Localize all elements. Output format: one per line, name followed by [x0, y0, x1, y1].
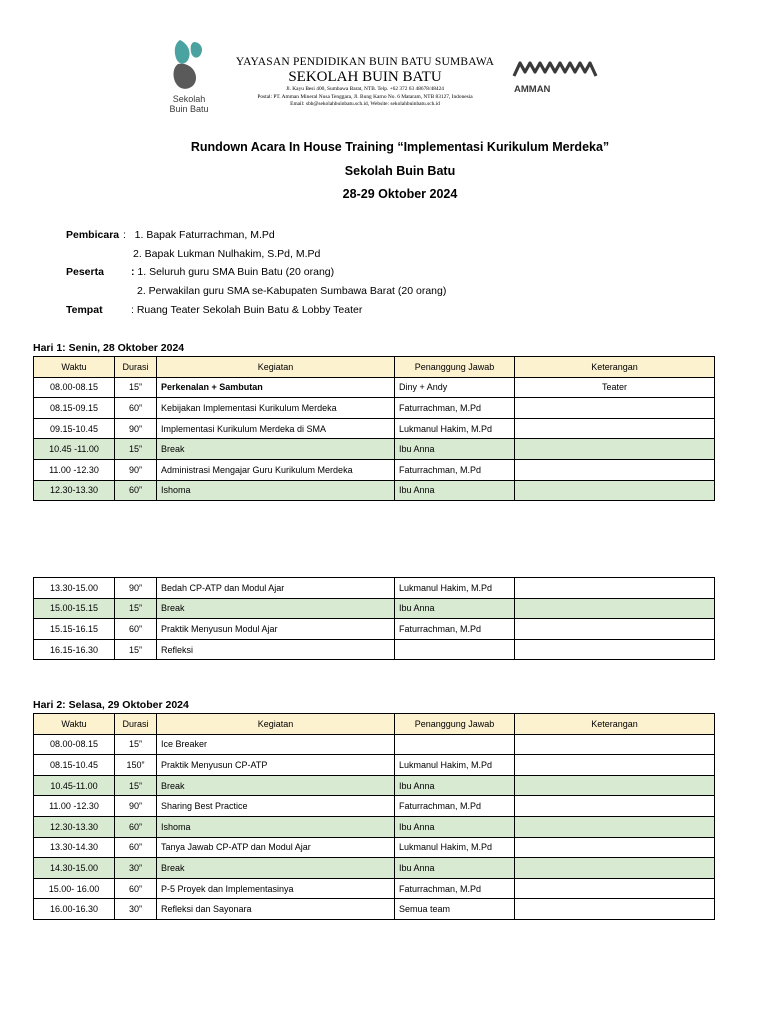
- header-durasi: Durasi: [115, 714, 157, 735]
- table-row: [34, 398, 715, 419]
- cell-time: 09.15-10.45: [34, 418, 115, 439]
- cell-person: Faturrachman, M.Pd: [395, 878, 515, 899]
- cell-note: [515, 878, 715, 899]
- cell-time: 13.30-14.30: [34, 837, 115, 858]
- place-label-wrap: [66, 304, 103, 316]
- cell-activity: P-5 Proyek dan Implementasinya: [157, 878, 395, 899]
- cell-person: Faturrachman, M.Pd: [395, 619, 515, 640]
- participant-colon: :: [131, 266, 135, 278]
- cell-duration: 60”: [115, 816, 157, 837]
- place-value: : Ruang Teater Sekolah Buin Batu & Lobby Teater: [131, 304, 363, 316]
- cell-time: 10.45 -11.00: [34, 439, 115, 460]
- amman-label: AMMAN: [514, 84, 551, 95]
- logo-caption: [164, 94, 214, 114]
- cell-time: 13.30-15.00: [34, 578, 115, 599]
- cell-activity: Ishoma: [157, 480, 395, 501]
- cell-note: [515, 734, 715, 755]
- cell-duration: 15”: [115, 639, 157, 660]
- table-row: [34, 480, 715, 501]
- school-name: SEKOLAH BUIN BATU: [288, 69, 442, 85]
- header-waktu: Waktu: [34, 714, 115, 735]
- cell-person: Ibu Anna: [395, 480, 515, 501]
- header-waktu: Waktu: [34, 357, 115, 378]
- cell-activity: Praktik Menyusun Modul Ajar: [157, 619, 395, 640]
- speaker-label-wrap: [66, 229, 119, 241]
- school-postal: Postal: PT. Amman Mineral Nusa Tenggara, Jl. Bung Karno No. 6 Mataram, NTB 83127, Indonesia: [257, 93, 473, 100]
- cell-note: Teater: [515, 377, 715, 398]
- cell-note: [515, 775, 715, 796]
- cell-activity: Administrasi Mengajar Guru Kurikulum Merdeka: [157, 459, 395, 480]
- cell-activity: Ishoma: [157, 816, 395, 837]
- cell-duration: 60”: [115, 480, 157, 501]
- table-row: [34, 837, 715, 858]
- cell-duration: 90”: [115, 459, 157, 480]
- cell-note: [515, 398, 715, 419]
- title-line2: Sekolah Buin Batu: [344, 163, 456, 178]
- table-row: [34, 734, 715, 755]
- cell-activity: Bedah CP-ATP dan Modul Ajar: [157, 578, 395, 599]
- participant-label: Peserta: [66, 266, 104, 278]
- cell-time: 08.15-09.15: [34, 398, 115, 419]
- cell-person: Semua team: [395, 899, 515, 920]
- cell-person: Ibu Anna: [395, 598, 515, 619]
- cell-person: Faturrachman, M.Pd: [395, 398, 515, 419]
- cell-activity: Ice Breaker: [157, 734, 395, 755]
- cell-activity: Implementasi Kurikulum Merdeka di SMA: [157, 418, 395, 439]
- header-durasi: Durasi: [115, 357, 157, 378]
- cell-activity: Tanya Jawab CP-ATP dan Modul Ajar: [157, 837, 395, 858]
- letterhead: [160, 38, 610, 118]
- cell-person: Faturrachman, M.Pd: [395, 459, 515, 480]
- cell-duration: 150”: [115, 755, 157, 776]
- cell-person: Diny + Andy: [395, 377, 515, 398]
- table-row: [34, 578, 715, 599]
- table-header-row: [34, 714, 715, 735]
- table-row: [34, 418, 715, 439]
- cell-activity: Break: [157, 439, 395, 460]
- cell-person: [395, 734, 515, 755]
- cell-time: 16.00-16.30: [34, 899, 115, 920]
- table-row: [34, 816, 715, 837]
- cell-time: 12.30-13.30: [34, 480, 115, 501]
- cell-person: Lukmanul Hakim, M.Pd: [395, 755, 515, 776]
- cell-time: 15.00-15.15: [34, 598, 115, 619]
- day1-title: Hari 1: Senin, 28 Oktober 2024: [33, 342, 185, 354]
- cell-person: Lukmanul Hakim, M.Pd: [395, 837, 515, 858]
- cell-person: Lukmanul Hakim, M.Pd: [395, 418, 515, 439]
- day1-table-continued: [33, 577, 715, 660]
- title-line3: 28-29 Oktober 2024: [342, 187, 458, 201]
- table-row: [34, 878, 715, 899]
- cell-time: 15.00- 16.00: [34, 878, 115, 899]
- cell-duration: 30”: [115, 899, 157, 920]
- cell-duration: 15”: [115, 598, 157, 619]
- participant-2: 2. Perwakilan guru SMA se-Kabupaten Sumbawa Barat (20 orang): [137, 285, 447, 297]
- cell-note: [515, 837, 715, 858]
- cell-person: Lukmanul Hakim, M.Pd: [395, 578, 515, 599]
- cell-duration: 60”: [115, 878, 157, 899]
- cell-time: 08.00-08.15: [34, 377, 115, 398]
- amman-logo-icon: [512, 60, 602, 78]
- cell-activity: Break: [157, 858, 395, 879]
- cell-person: Ibu Anna: [395, 858, 515, 879]
- cell-duration: 90”: [115, 578, 157, 599]
- foundation-name: YAYASAN PENDIDIKAN BUIN BATU SUMBAWA: [235, 56, 495, 68]
- cell-note: [515, 459, 715, 480]
- header-kegiatan: Kegiatan: [157, 714, 395, 735]
- cell-time: 10.45-11.00: [34, 775, 115, 796]
- table-row: [34, 377, 715, 398]
- cell-time: 08.00-08.15: [34, 734, 115, 755]
- day2-table: [33, 713, 715, 920]
- cell-note: [515, 619, 715, 640]
- cell-duration: 15”: [115, 439, 157, 460]
- cell-duration: 15”: [115, 775, 157, 796]
- table-row: [34, 755, 715, 776]
- cell-person: [395, 639, 515, 660]
- place-label: Tempat: [66, 304, 103, 316]
- speaker-label: Pembicara: [66, 229, 120, 241]
- cell-person: Ibu Anna: [395, 775, 515, 796]
- cell-note: [515, 418, 715, 439]
- cell-person: Ibu Anna: [395, 816, 515, 837]
- table-row: [34, 796, 715, 817]
- header-penanggung-jawab: Penanggung Jawab: [395, 714, 515, 735]
- cell-duration: 30”: [115, 858, 157, 879]
- cell-note: [515, 578, 715, 599]
- cell-time: 11.00 -12.30: [34, 459, 115, 480]
- cell-activity: Perkenalan + Sambutan: [157, 377, 395, 398]
- cell-activity: Break: [157, 598, 395, 619]
- title-line1: Rundown Acara In House Training “Implementasi Kurikulum Merdeka”: [190, 140, 610, 154]
- cell-duration: 60”: [115, 398, 157, 419]
- cell-person: Faturrachman, M.Pd: [395, 796, 515, 817]
- table-row: [34, 459, 715, 480]
- cell-time: 12.30-13.30: [34, 816, 115, 837]
- cell-duration: 60”: [115, 837, 157, 858]
- cell-note: [515, 816, 715, 837]
- cell-note: [515, 439, 715, 460]
- cell-time: 14.30-15.00: [34, 858, 115, 879]
- table-row: [34, 598, 715, 619]
- document-title: [0, 138, 768, 209]
- cell-duration: 15”: [115, 377, 157, 398]
- cell-note: [515, 858, 715, 879]
- cell-time: 11.00 -12.30: [34, 796, 115, 817]
- cell-activity: Praktik Menyusun CP-ATP: [157, 755, 395, 776]
- participant-1: 1. Seluruh guru SMA Buin Batu (20 orang): [134, 266, 335, 278]
- school-email: Email: sbb@sekolahbuinbatu.sch.id, Website: sekolahbuinbatu.sch.id: [290, 101, 440, 107]
- letterhead-text: [220, 56, 510, 109]
- header-keterangan: Keterangan: [515, 357, 715, 378]
- cell-time: 15.15-16.15: [34, 619, 115, 640]
- cell-duration: 60”: [115, 619, 157, 640]
- school-address: Jl. Kayu Besi 400, Sumbawa Barat, NTB. Telp. +62 372 63 48678/48424: [286, 86, 444, 92]
- cell-activity: Sharing Best Practice: [157, 796, 395, 817]
- speaker-2: 2. Bapak Lukman Nulhakim, S.Pd, M.Pd: [133, 248, 321, 260]
- cell-note: [515, 598, 715, 619]
- cell-note: [515, 755, 715, 776]
- day2-title: Hari 2: Selasa, 29 Oktober 2024: [33, 699, 189, 711]
- cell-duration: 15”: [115, 734, 157, 755]
- cell-time: 16.15-16.30: [34, 639, 115, 660]
- cell-person: Ibu Anna: [395, 439, 515, 460]
- speaker-1: : 1. Bapak Faturrachman, M.Pd: [123, 229, 275, 241]
- participant-1-wrap: [131, 266, 334, 278]
- day1-table: [33, 356, 715, 501]
- cell-time: 08.15-10.45: [34, 755, 115, 776]
- cell-activity: Break: [157, 775, 395, 796]
- table-row: [34, 899, 715, 920]
- table-header-row: [34, 357, 715, 378]
- cell-duration: 90”: [115, 796, 157, 817]
- logo-caption-line2: Buin Batu: [169, 104, 209, 114]
- cell-note: [515, 480, 715, 501]
- participant-label-wrap: [66, 266, 104, 278]
- cell-note: [515, 796, 715, 817]
- cell-activity: Refleksi: [157, 639, 395, 660]
- header-keterangan: Keterangan: [515, 714, 715, 735]
- cell-duration: 90”: [115, 418, 157, 439]
- table-row: [34, 439, 715, 460]
- header-kegiatan: Kegiatan: [157, 357, 395, 378]
- header-penanggung-jawab: Penanggung Jawab: [395, 357, 515, 378]
- table-row: [34, 775, 715, 796]
- cell-activity: Refleksi dan Sayonara: [157, 899, 395, 920]
- cell-activity: Kebijakan Implementasi Kurikulum Merdeka: [157, 398, 395, 419]
- table-row: [34, 619, 715, 640]
- cell-note: [515, 639, 715, 660]
- table-row: [34, 858, 715, 879]
- logo-caption-line1: Sekolah: [172, 94, 206, 104]
- table-row: [34, 639, 715, 660]
- cell-note: [515, 899, 715, 920]
